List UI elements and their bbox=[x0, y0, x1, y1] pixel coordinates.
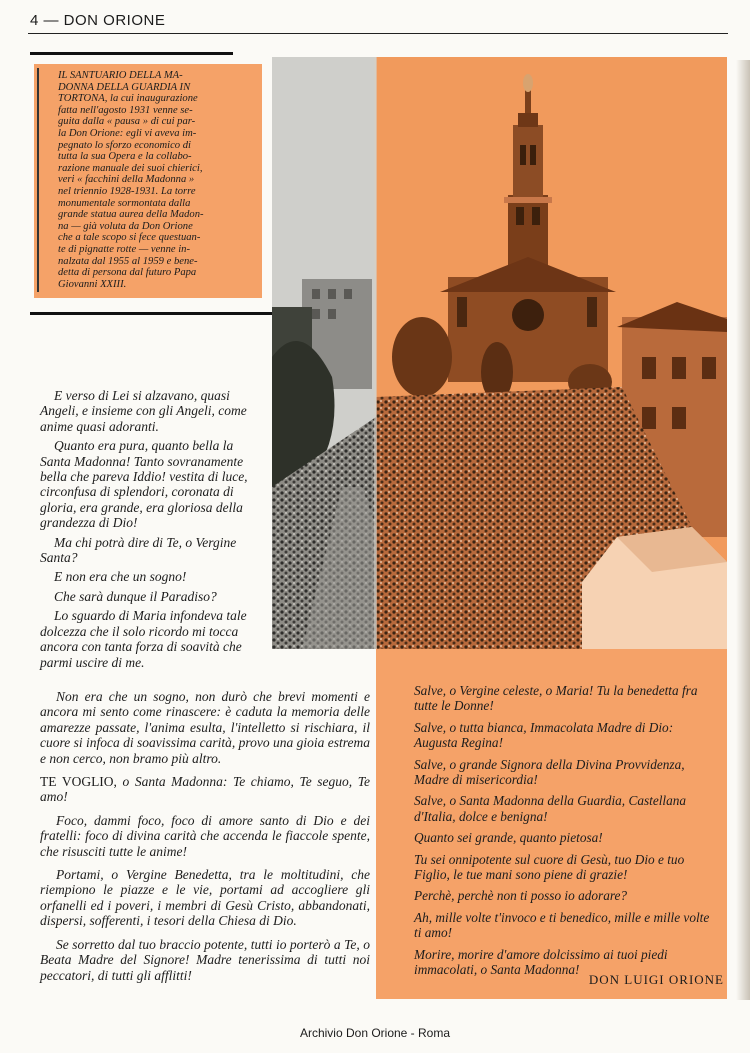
page-number: 4 bbox=[30, 12, 39, 29]
paragraph: Foco, dammi foco, foco di amore santo di Dio e dei fratelli: foco di divina carità che accenda le fiaccole spente, che risusciti tutte le anime! bbox=[40, 812, 370, 859]
header-rule bbox=[28, 33, 728, 34]
prayer-line: Salve, o tutta bianca, Immacolata Madre di Dio: Augusta Regina! bbox=[414, 719, 674, 751]
paragraph: Portami, o Vergine Benedetta, tra le moltitudini, che riempiono le piazze e le vie, portami ad accogliere gli orfanelli ed i poveri, i membri di Gesù Cristo, abbandonati, dispersi, sofferenti, i tesori della Chiesa di Dio. bbox=[40, 867, 370, 929]
prayer-line: Salve, o Vergine celeste, o Maria! Tu la benedetta fra tutte le Donne! bbox=[414, 683, 698, 714]
lead-rest: o Santa Madonna: Te chiamo, Te seguo, Te amo! bbox=[40, 774, 370, 805]
caption-line: che a tale scopo si fece questuan- bbox=[58, 232, 201, 244]
sanctuary-photo bbox=[272, 57, 727, 649]
caption-line: razione manuale dei suoi chierici, bbox=[58, 162, 203, 174]
paragraph: Che sarà dunque il Paradiso? bbox=[54, 588, 217, 604]
prayer-line: Perchè, perchè non ti posso io adorare? bbox=[414, 888, 628, 904]
caption-line: veri « facchini della Madonna » bbox=[58, 174, 195, 186]
prayer-line: Quanto sei grande, quanto pietosa! bbox=[414, 830, 603, 846]
caption-line: TORTONA, la cui inaugurazione bbox=[58, 93, 198, 105]
paragraph: Se sorretto dal tuo braccio potente, tutti io porterò a Te, o Beata Madre del Signore! Madre tenerissima di tutti noi peccatori, di tutti gli afflitti! bbox=[40, 936, 370, 983]
caption-line: te di pignatte rotte — venne in- bbox=[58, 243, 190, 255]
prayer-box bbox=[376, 649, 727, 999]
author-signature: DON LUIGI ORIONE bbox=[588, 972, 724, 987]
caption-bottom-rule bbox=[30, 312, 273, 315]
caption-side-bar bbox=[37, 68, 39, 292]
lead-phrase: TE VOGLIO, bbox=[40, 774, 117, 790]
caption-line: IL SANTUARIO DELLA MA- bbox=[58, 70, 183, 81]
caption-line: fatta nell'agosto 1931 venne se- bbox=[58, 104, 193, 116]
paragraph bbox=[40, 774, 370, 805]
caption-line: la Don Orione: egli vi aveva im- bbox=[58, 127, 197, 139]
bottom-left-text bbox=[40, 689, 370, 991]
caption-line: monumentale sormontata dalla bbox=[58, 197, 191, 209]
caption-line: DONNA DELLA GUARDIA IN bbox=[58, 81, 191, 93]
paragraph: E non era che un sogno! bbox=[54, 569, 187, 585]
caption-line: tutta la sua Opera e la collabo- bbox=[58, 151, 192, 163]
photo-caption bbox=[34, 64, 262, 298]
prayer-line: Morire, morire d'amore dolcissimo ai tuoi piedi immacolati, o Santa Madonna! bbox=[414, 946, 668, 978]
prayer-line: Salve, o grande Signora della Divina Provvidenza, Madre di misericordia! bbox=[414, 756, 685, 788]
caption-line: detta di persona dal futuro Papa bbox=[58, 267, 197, 279]
caption-line: guita dalla « pausa » di cui par- bbox=[58, 116, 196, 128]
paragraph: Lo sguardo di Maria infondeva tale dolcezza che il solo ricordo mi tocca ancora con tanta forza di soavità che parmi uscire di me. bbox=[40, 608, 247, 670]
paragraph: Quanto era pura, quanto bella la Santa Madonna! Tanto sovranamente bella che pareva Iddio! vestita di luce, circonfusa di splendori, coronata di gloria, era grande, era gloriosa della grandezza di Dio! bbox=[40, 438, 248, 531]
caption-top-rule bbox=[30, 52, 233, 55]
paragraph: Non era che un sogno, non durò che brevi momenti e ancora mi sento come rinascere: è caduta la memoria delle amarezze passate, l'anima esulta, l'intelletto si rischiara, il cuore si infoca di soavissima carità, provo una gioia estrema e non cerco, non bramo più altro. bbox=[40, 689, 370, 766]
paragraph: E verso di Lei si alzavano, quasi Angeli, e insieme con gli Angeli, come anime quasi adoranti. bbox=[40, 388, 247, 434]
caption-line: grande statua aurea della Madon- bbox=[58, 209, 204, 221]
caption-line: nalzata dal 1955 al 1959 e bene- bbox=[58, 255, 198, 267]
paragraph: Ma chi potrà dire di Te, o Vergine Santa? bbox=[40, 534, 237, 566]
caption-line: pegnato lo sforzo economico di bbox=[58, 139, 191, 151]
archive-footer: Archivio Don Orione - Roma bbox=[299, 1026, 451, 1040]
prayer-line: Salve, o Santa Madonna della Guardia, Castellana d'Italia, dolce e benigna! bbox=[414, 793, 687, 824]
caption-line: Giovanni XXIII. bbox=[58, 278, 127, 290]
magazine-title: — DON ORIONE bbox=[43, 12, 166, 29]
left-column-text bbox=[40, 388, 265, 674]
page-header bbox=[30, 12, 165, 29]
caption-line: nel triennio 1928-1931. La torre bbox=[58, 185, 196, 197]
page-edge-shadow bbox=[736, 60, 750, 1000]
caption-line: na — già voluta da Don Orione bbox=[58, 220, 193, 232]
prayer-line: Ah, mille volte t'invoco e ti benedico, mille e mille volte ti amo! bbox=[414, 909, 710, 941]
prayer-line: Tu sei onnipotente sul cuore di Gesù, tuo Dio e tuo Figlio, le tue mani sono piene di grazie! bbox=[414, 851, 685, 883]
